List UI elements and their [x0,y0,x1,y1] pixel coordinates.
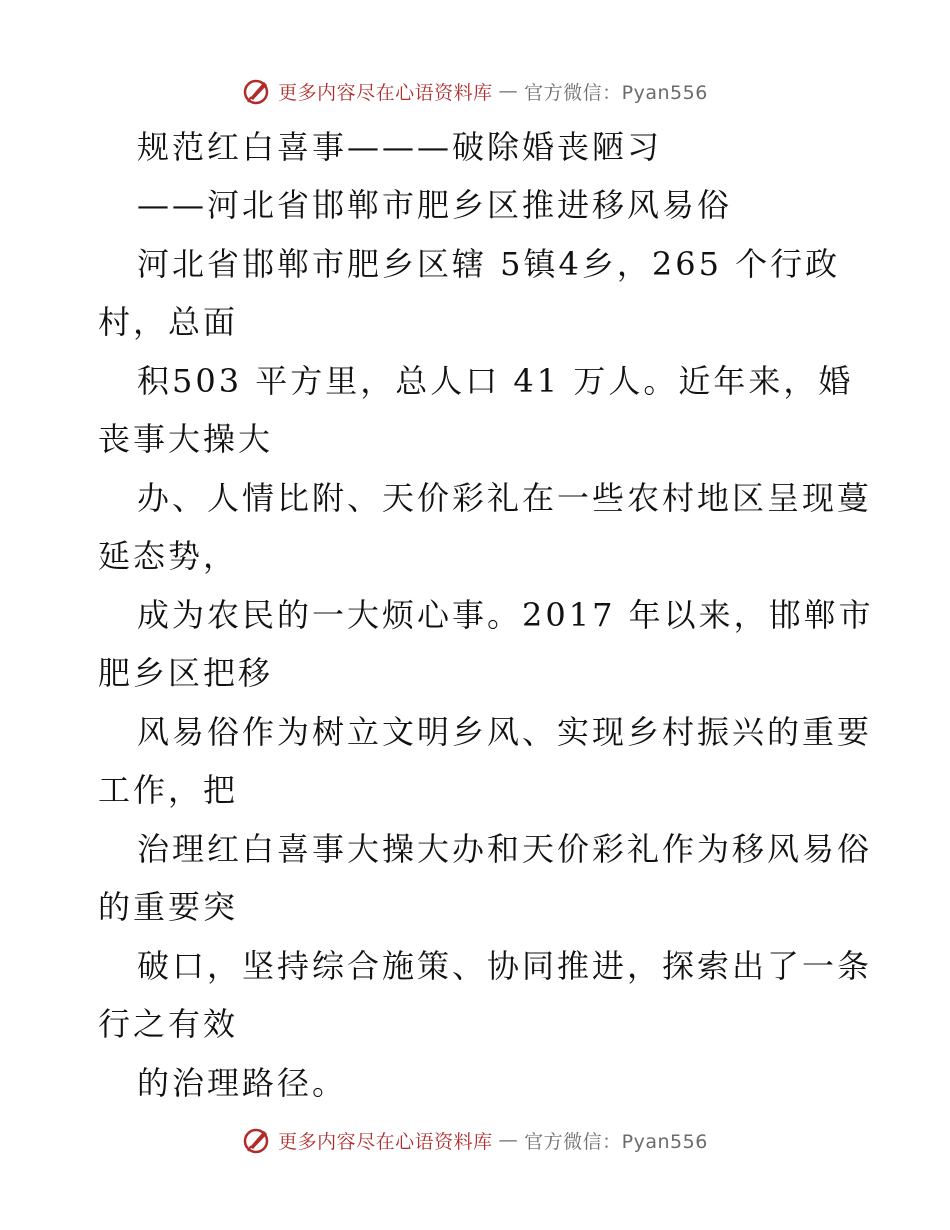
paragraph-line: 的重要突 [98,888,239,926]
paragraph-line: 村，总面 [98,303,239,341]
watermark-brand: 更多内容尽在心语资料库 [278,81,493,104]
paragraph-line: 行之有效 [98,1005,239,1043]
paragraph-line: 河北省邯郸市肥乡区辖 5镇4乡，265 个行政 [137,245,841,283]
paragraph-line: 延态势， [98,537,239,575]
subtitle-line: ——河北省邯郸市肥乡区推进移风易俗 [137,186,733,224]
watermark-separator: — [498,1129,519,1151]
header-watermark [0,76,950,106]
watermark-wechat: 官方微信：Pyan556 [524,81,708,104]
paragraph-line: 风易俗作为树立文明乡风、实现乡村振兴的重要 [137,713,873,751]
paragraph-line: 丧事大操大 [98,420,274,458]
quill-seal-icon [242,76,272,106]
paragraph-line: 工作，把 [98,771,239,809]
paragraph-line: 肥乡区把移 [98,654,274,692]
watermark-wechat: 官方微信：Pyan556 [524,1130,708,1153]
paragraph-line: 的治理路径。 [137,1064,348,1102]
quill-seal-icon [242,1125,272,1155]
paragraph-line: 破口，坚持综合施策、协同推进，探索出了一条 [137,947,873,985]
paragraph-line: 治理红白喜事大操大办和天价彩礼作为移风易俗 [137,830,873,868]
paragraph-line: 办、人情比附、天价彩礼在一些农村地区呈现蔓 [137,479,873,517]
watermark-separator: — [498,80,519,102]
watermark-brand: 更多内容尽在心语资料库 [278,1130,493,1153]
title-line: 规范红白喜事———破除婚丧陋习 [137,128,663,166]
footer-watermark [0,1125,950,1155]
paragraph-line: 成为农民的一大烦心事。2017 年以来，邯郸市 [137,596,874,634]
paragraph-line: 积503 平方里，总人口 41 万人。近年来，婚 [137,362,854,400]
